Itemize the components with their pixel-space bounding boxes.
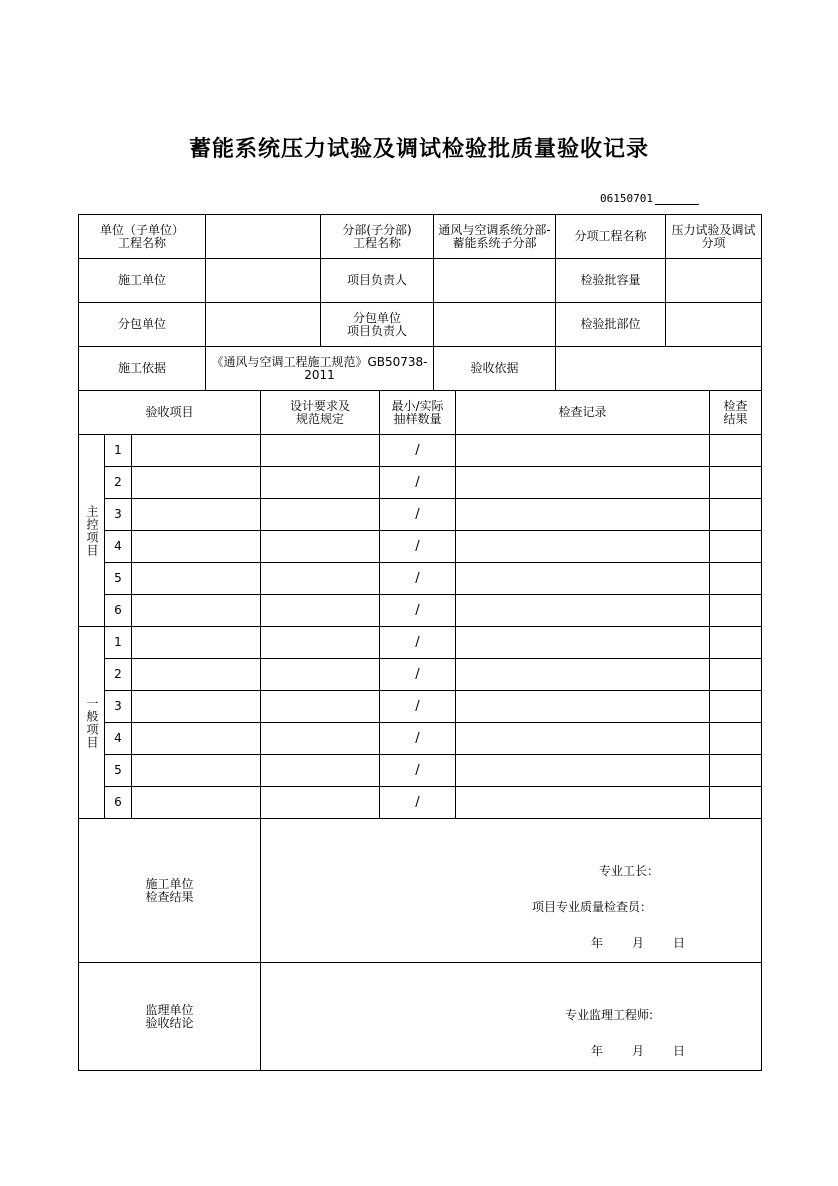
general-record-cell[interactable] — [456, 627, 710, 659]
main-sample-cell[interactable]: / — [380, 499, 456, 531]
inspection-table — [78, 390, 762, 819]
general-design-cell[interactable] — [261, 755, 380, 787]
main-design-cell[interactable] — [261, 435, 380, 467]
general-group-label: 一般项目 — [85, 696, 99, 749]
main-row-number: 5 — [105, 563, 132, 595]
main-record-cell[interactable] — [456, 595, 710, 627]
general-sample-cell[interactable]: / — [380, 691, 456, 723]
main-result-cell[interactable] — [710, 499, 762, 531]
main-design-cell[interactable] — [261, 563, 380, 595]
sub-pm-label: 分包单位 项目负责人 — [321, 303, 434, 347]
main-row — [79, 499, 762, 531]
main-row-number: 6 — [105, 595, 132, 627]
pm-value[interactable] — [434, 259, 556, 303]
contractor-label: 施工单位 — [79, 259, 206, 303]
general-row-number: 2 — [105, 659, 132, 691]
main-design-cell[interactable] — [261, 499, 380, 531]
main-item-cell[interactable] — [132, 499, 261, 531]
general-sample-cell[interactable]: / — [380, 723, 456, 755]
general-row-number: 4 — [105, 723, 132, 755]
main-sample-cell[interactable]: / — [380, 467, 456, 499]
main-sample-cell[interactable]: / — [380, 435, 456, 467]
division-label: 分部(子分部) 工程名称 — [321, 215, 434, 259]
main-sample-cell[interactable]: / — [380, 531, 456, 563]
main-result-cell[interactable] — [710, 467, 762, 499]
unit-value[interactable] — [206, 215, 321, 259]
basis-value[interactable]: 《通风与空调工程施工规范》GB50738-2011 — [206, 347, 434, 391]
general-result-cell[interactable] — [710, 691, 762, 723]
general-group-cell — [79, 627, 105, 819]
general-result-cell[interactable] — [710, 755, 762, 787]
contractor-value[interactable] — [206, 259, 321, 303]
day-label: 日 — [673, 936, 686, 950]
general-record-cell[interactable] — [456, 723, 710, 755]
general-result-cell[interactable] — [710, 787, 762, 819]
pm-label: 项目负责人 — [321, 259, 434, 303]
main-item-cell[interactable] — [132, 563, 261, 595]
main-row-number: 2 — [105, 467, 132, 499]
main-sample-cell[interactable]: / — [380, 595, 456, 627]
main-record-cell[interactable] — [456, 467, 710, 499]
col-sample: 最小/实际 抽样数量 — [380, 391, 456, 435]
main-item-cell[interactable] — [132, 435, 261, 467]
main-item-cell[interactable] — [132, 467, 261, 499]
unit-label: 单位（子单位） 工程名称 — [79, 215, 206, 259]
general-row-number: 5 — [105, 755, 132, 787]
general-result-cell[interactable] — [710, 627, 762, 659]
main-row — [79, 563, 762, 595]
general-sample-cell[interactable]: / — [380, 787, 456, 819]
main-design-cell[interactable] — [261, 595, 380, 627]
form-code-blank[interactable] — [655, 193, 699, 205]
general-sample-cell[interactable]: / — [380, 659, 456, 691]
general-design-cell[interactable] — [261, 659, 380, 691]
engineer-label: 专业监理工程师: — [565, 1008, 654, 1022]
subcontractor-label: 分包单位 — [79, 303, 206, 347]
main-row-number: 4 — [105, 531, 132, 563]
main-row — [79, 435, 762, 467]
general-design-cell[interactable] — [261, 691, 380, 723]
general-record-cell[interactable] — [456, 659, 710, 691]
capacity-label: 检验批容量 — [556, 259, 666, 303]
general-item-cell[interactable] — [132, 723, 261, 755]
main-record-cell[interactable] — [456, 531, 710, 563]
main-result-cell[interactable] — [710, 563, 762, 595]
main-group-cell — [79, 435, 105, 627]
general-design-cell[interactable] — [261, 787, 380, 819]
general-row-number: 6 — [105, 787, 132, 819]
general-row — [79, 659, 762, 691]
sup-month-label: 月 — [632, 1044, 645, 1058]
col-item: 验收项目 — [79, 391, 261, 435]
general-item-cell[interactable] — [132, 659, 261, 691]
subcontractor-value[interactable] — [206, 303, 321, 347]
form-code — [600, 192, 699, 205]
location-value[interactable] — [666, 303, 762, 347]
general-record-cell[interactable] — [456, 755, 710, 787]
main-record-cell[interactable] — [456, 435, 710, 467]
general-result-cell[interactable] — [710, 659, 762, 691]
col-design: 设计要求及 规范规定 — [261, 391, 380, 435]
capacity-value[interactable] — [666, 259, 762, 303]
sub-pm-value[interactable] — [434, 303, 556, 347]
header-table — [78, 214, 762, 391]
acceptance-basis-label: 验收依据 — [434, 347, 556, 391]
foreman-label: 专业工长： — [599, 864, 660, 878]
division-value[interactable]: 通风与空调系统分部-蓄能系统子分部 — [434, 215, 556, 259]
main-record-cell[interactable] — [456, 499, 710, 531]
col-result: 检查 结果 — [710, 391, 762, 435]
main-row-number: 3 — [105, 499, 132, 531]
general-row — [79, 627, 762, 659]
sup-day-label: 日 — [673, 1044, 686, 1058]
signature-table — [78, 818, 762, 1071]
form-code-number: 06150701 — [600, 192, 653, 205]
main-group-label: 主控项目 — [85, 504, 99, 557]
general-row — [79, 787, 762, 819]
general-item-cell[interactable] — [132, 627, 261, 659]
main-result-cell[interactable] — [710, 595, 762, 627]
col-record: 检查记录 — [456, 391, 710, 435]
main-design-cell[interactable] — [261, 467, 380, 499]
general-item-cell[interactable] — [132, 787, 261, 819]
general-record-cell[interactable] — [456, 787, 710, 819]
main-row-number: 1 — [105, 435, 132, 467]
subitem-label: 分项工程名称 — [556, 215, 666, 259]
general-row-number: 1 — [105, 627, 132, 659]
inspector-label: 项目专业质量检查员： — [532, 900, 653, 914]
general-design-cell[interactable] — [261, 723, 380, 755]
location-label: 检验批部位 — [556, 303, 666, 347]
general-sample-cell[interactable]: / — [380, 755, 456, 787]
general-row-number: 3 — [105, 691, 132, 723]
subitem-value[interactable]: 压力试验及调试分项 — [666, 215, 762, 259]
general-sample-cell[interactable]: / — [380, 627, 456, 659]
contractor-result-area[interactable] — [261, 819, 762, 963]
basis-label: 施工依据 — [79, 347, 206, 391]
main-row — [79, 595, 762, 627]
supervisor-result-area[interactable] — [261, 963, 762, 1071]
main-item-cell[interactable] — [132, 531, 261, 563]
sup-year-label: 年 — [591, 1044, 604, 1058]
general-result-cell[interactable] — [710, 723, 762, 755]
supervisor-result-label: 监理单位 验收结论 — [79, 963, 261, 1071]
main-row — [79, 531, 762, 563]
general-row — [79, 723, 762, 755]
main-sample-cell[interactable]: / — [380, 563, 456, 595]
main-row — [79, 467, 762, 499]
main-result-cell[interactable] — [710, 531, 762, 563]
general-row — [79, 755, 762, 787]
main-items-section — [79, 435, 762, 627]
main-design-cell[interactable] — [261, 531, 380, 563]
general-design-cell[interactable] — [261, 627, 380, 659]
main-record-cell[interactable] — [456, 563, 710, 595]
general-items-section — [79, 627, 762, 819]
general-item-cell[interactable] — [132, 691, 261, 723]
acceptance-basis-value[interactable] — [556, 347, 762, 391]
main-result-cell[interactable] — [710, 435, 762, 467]
main-item-cell[interactable] — [132, 595, 261, 627]
general-record-cell[interactable] — [456, 691, 710, 723]
general-row — [79, 691, 762, 723]
general-item-cell[interactable] — [132, 755, 261, 787]
month-label: 月 — [632, 936, 645, 950]
page-title: 蓄能系统压力试验及调试检验批质量验收记录 — [188, 137, 649, 162]
contractor-result-label: 施工单位 检查结果 — [79, 819, 261, 963]
year-label: 年 — [591, 936, 604, 950]
